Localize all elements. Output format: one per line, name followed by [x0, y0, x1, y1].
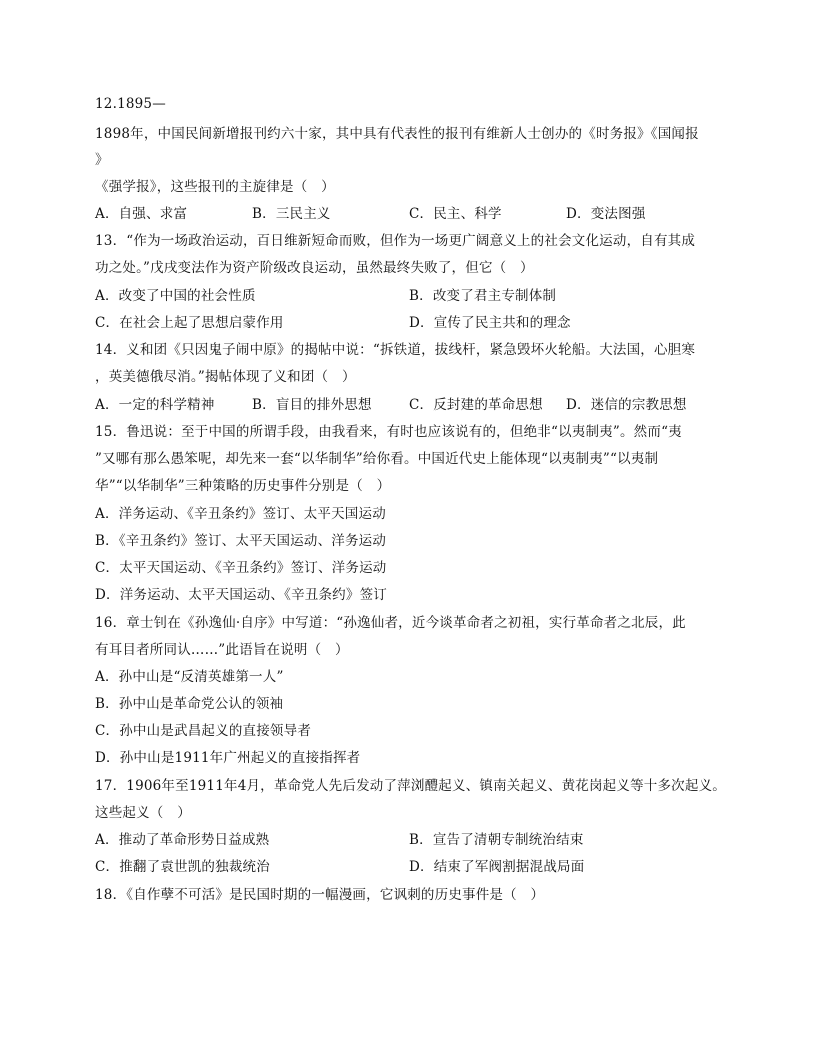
q13-option-b: B．改变了君主专制体制 — [409, 288, 557, 304]
q18-stem-line-1: 18．《自作孽不可活》是民国时期的一幅漫画，它讽刺的历史事件是（ ） — [95, 887, 545, 903]
q13-option-a: A．改变了中国的社会性质 — [95, 288, 256, 304]
q14-option-b: B．盲目的排外思想 — [252, 397, 372, 413]
q13-option-c: C．在社会上起了思想启蒙作用 — [95, 315, 284, 331]
q17-stem-line-1: 17．1906年至1911年4月，革命党人先后发动了萍浏醴起义、镇南关起义、黄花岗起义等十多次起义。 — [95, 778, 726, 794]
q12-option-c: C．民主、科学 — [409, 206, 502, 222]
q15-option-c: C．太平天国运动、《辛丑条约》签订、洋务运动 — [95, 560, 387, 576]
q12-stem-line-1: 12.1895— — [95, 96, 166, 112]
q14-option-a: A．一定的科学精神 — [95, 397, 215, 413]
q12-stem-line-4: 《强学报》，这些报刊的主旋律是（ ） — [95, 179, 335, 195]
q16-stem-line-1: 16．章士钊在《孙逸仙·自序》中写道：“孙逸仙者，近今谈革命者之初祖，实行革命者之北辰，此 — [95, 615, 686, 631]
q16-option-b: B．孙中山是革命党公认的领袖 — [95, 696, 284, 712]
q17-option-a: A．推动了革命形势日益成熟 — [95, 832, 270, 848]
q17-option-c: C．推翻了袁世凯的独裁统治 — [95, 859, 270, 875]
q12-option-a: A．自强、求富 — [95, 206, 188, 222]
q15-stem-line-1: 15．鲁迅说：至于中国的所谓手段，由我看来，有时也应该说有的，但绝非“以夷制夷”。然而“夷 — [95, 424, 682, 440]
q12-option-b: B．三民主义 — [252, 206, 331, 222]
q16-stem-line-2: 有耳目者所同认……”此语旨在说明（ ） — [95, 642, 349, 658]
q15-option-a: A．洋务运动、《辛丑条约》签订、太平天国运动 — [95, 506, 386, 522]
q14-stem-line-2: ，英美德俄尽消。”揭帖体现了义和团（ ） — [95, 369, 356, 385]
q15-option-d: D．洋务运动、太平天国运动、《辛丑条约》签订 — [95, 587, 387, 603]
q14-option-c: C．反封建的革命思想 — [409, 397, 543, 413]
q15-stem-line-3: 华”“以华制华”三种策略的历史事件分别是（ ） — [95, 478, 391, 494]
q16-option-d: D．孙中山是1911年广州起义的直接指挥者 — [95, 750, 361, 766]
q17-option-d: D．结束了军阀割据混战局面 — [409, 859, 585, 875]
q17-option-b: B．宣告了清朝专制统治结束 — [409, 832, 584, 848]
q12-option-d: D．变法图强 — [566, 206, 646, 222]
q14-stem-line-1: 14．义和团《只因鬼子闹中原》的揭帖中说：“拆铁道，拔线杆，紧急毁坏火轮船。大法国，心胆寒 — [95, 342, 696, 358]
q14-option-d: D．迷信的宗教思想 — [566, 397, 687, 413]
q12-stem-line-2: 1898年，中国民间新增报刊约六十家，其中具有代表性的报刊有维新人士创办的《时务报》《国闻报 — [95, 126, 699, 142]
q13-stem-line-2: 功之处。”戊戌变法作为资产阶级改良运动，虽然最终失败了，但它（ ） — [95, 260, 534, 276]
q16-option-a: A．孙中山是“反清英雄第一人” — [95, 669, 284, 685]
q15-stem-line-2: ”又哪有那么愚笨呢，却先来一套“以华制华”给你看。中国近代史上能体现“以夷制夷”“以夷制 — [95, 451, 659, 467]
q16-option-c: C．孙中山是武昌起义的直接领导者 — [95, 723, 312, 739]
q17-stem-line-2: 这些起义（ ） — [95, 805, 191, 821]
q12-stem-line-3: 》 — [95, 152, 109, 168]
q13-option-d: D．宣传了民主共和的理念 — [409, 315, 571, 331]
q15-option-b: B．《辛丑条约》签订、太平天国运动、洋务运动 — [95, 533, 387, 549]
q13-stem-line-1: 13．“作为一场政治运动，百日维新短命而败，但作为一场更广阔意义上的社会文化运动，自有其成 — [95, 233, 696, 249]
